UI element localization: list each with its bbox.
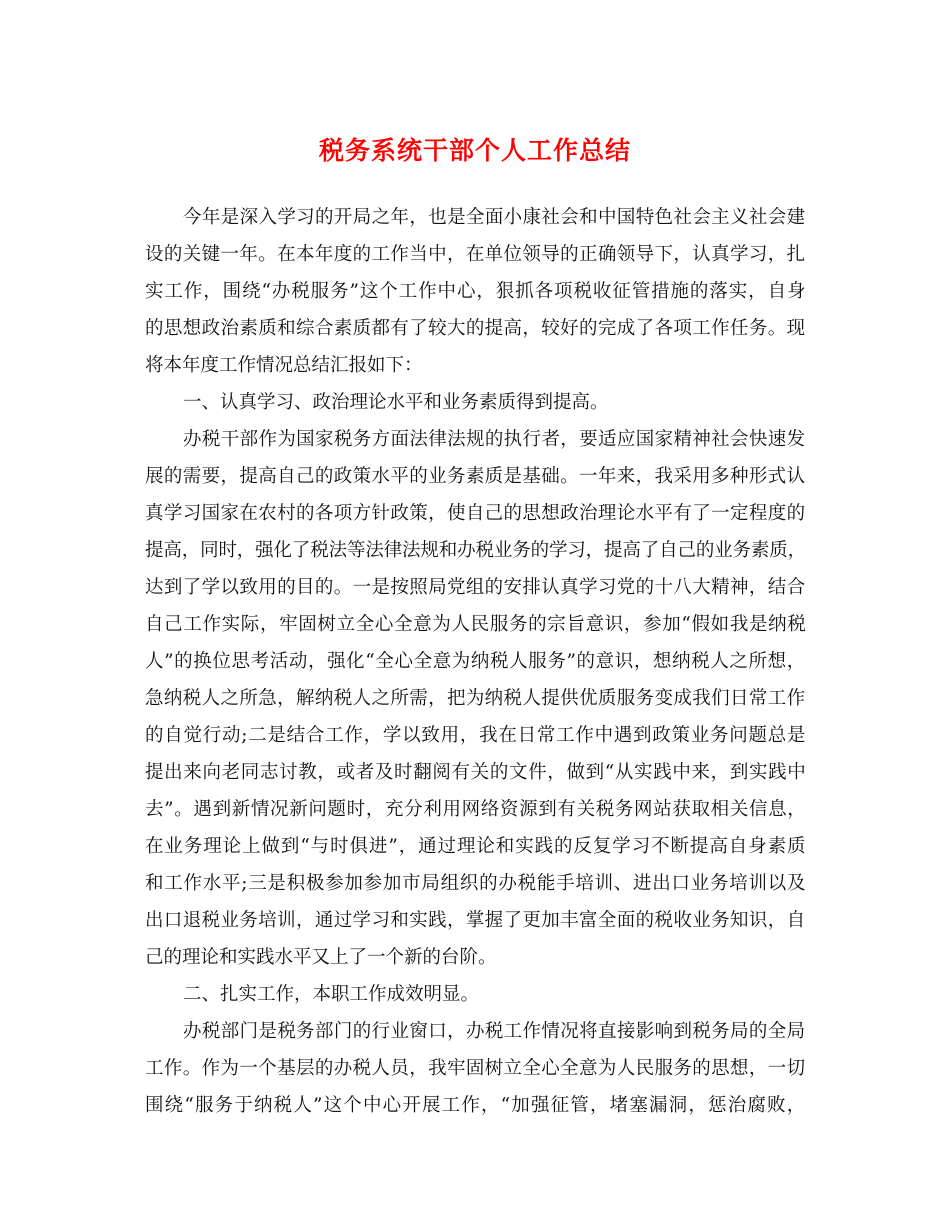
paragraph-line: 实工作，围绕“办税服务”这个工作中心，狠抓各项税收征管措施的落实，自身 [145,281,807,302]
paragraph-line: 设的关键一年。在本年度的工作当中，在单位领导的正确领导下，认真学习，扎 [145,244,806,265]
paragraph-line: 己的理论和实践水平又上了一个新的台阶。 [145,947,497,968]
paragraph-line: 的思想政治素质和综合素质都有了较大的提高，较好的完成了各项工作任务。现 [145,318,806,339]
paragraph-line: 达到了学以致用的目的。一是按照局党组的安排认真学习党的十八大精神，结合 [145,577,806,598]
paragraph-line: 办税部门是税务部门的行业窗口，办税工作情况将直接影响到税务局的全局 [183,1021,806,1042]
paragraph-line: 的自觉行动;二是结合工作，学以致用，我在日常工作中遇到政策业务问题总是 [145,725,807,746]
paragraph-line: 工作。作为一个基层的办税人员，我牢固树立全心全意为人民服务的思想，一切 [145,1058,806,1079]
paragraph-line: 出口退税业务培训，通过学习和实践，掌握了更加丰富全面的税收业务知识，自 [145,910,806,931]
section-heading: 二、扎实工作，本职工作成效明显。 [183,984,480,1005]
paragraph-line: 真学习国家在农村的各项方针政策，使自己的思想政治理论水平有了一定程度的 [145,503,806,524]
paragraph-line: 今年是深入学习的开局之年，也是全面小康社会和中国特色社会主义社会建 [183,207,806,228]
paragraph-line: 办税干部作为国家税务方面法律法规的执行者，要适应国家精神社会快速发 [183,429,806,450]
paragraph-line: 自己工作实际，牢固树立全心全意为人民服务的宗旨意识，参加“假如我是纳税 [145,614,807,635]
section-heading: 一、认真学习、政治理论水平和业务素质得到提高。 [183,392,609,413]
paragraph-line: 急纳税人之所急，解纳税人之所需，把为纳税人提供优质服务变成我们日常工作 [145,688,806,709]
paragraph-line: 和工作水平;三是积极参加参加市局组织的办税能手培训、进出口业务培训以及 [145,873,807,894]
paragraph-line: 围绕“服务于纳税人”这个中心开展工作，“加强征管，堵塞漏洞，惩治腐败， [145,1095,807,1116]
document-title: 税务系统干部个人工作总结 [318,136,631,165]
paragraph-line: 提出来向老同志讨教，或者及时翻阅有关的文件，做到“从实践中来，到实践中 [145,762,807,783]
paragraph-line: 在业务理论上做到“与时俱进”，通过理论和实践的反复学习不断提高自身素质 [145,836,807,857]
paragraph-line: 提高，同时，强化了税法等法律法规和办税业务的学习，提高了自己的业务素质， [145,540,807,561]
paragraph-line: 人”的换位思考活动，强化“全心全意为纳税人服务”的意识，想纳税人之所想， [145,651,806,672]
paragraph-line: 将本年度工作情况总结汇报如下： [145,355,423,376]
paragraph-line: 展的需要，提高自己的政策水平的业务素质是基础。一年来，我采用多种形式认 [145,466,806,487]
paragraph-line: 去”。遇到新情况新问题时，充分利用网络资源到有关税务网站获取相关信息， [145,799,807,820]
